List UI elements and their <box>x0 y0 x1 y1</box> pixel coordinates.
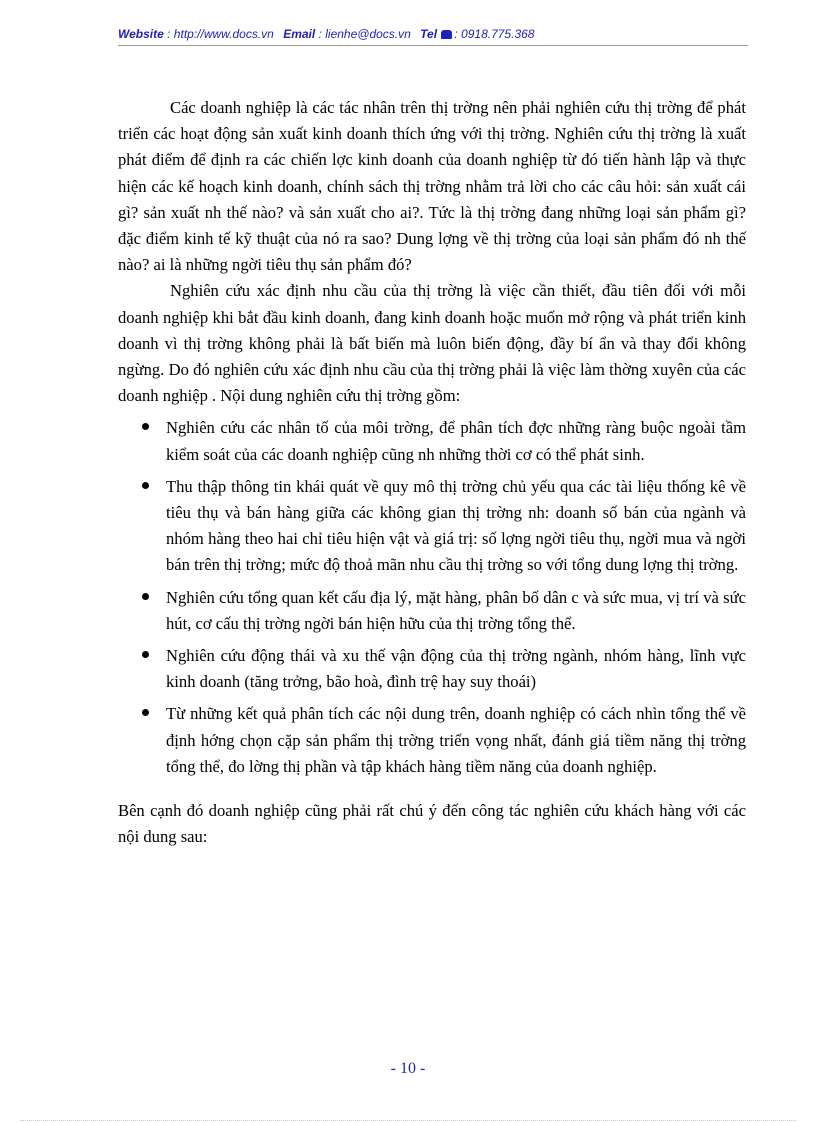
document-body <box>118 95 746 850</box>
page-bottom-divider <box>20 1120 796 1121</box>
bullet-icon <box>142 593 149 600</box>
email-address[interactable]: : lienhe@docs.vn <box>318 27 411 41</box>
list-item <box>118 415 746 467</box>
bullet-icon <box>142 423 149 430</box>
website-label: Website <box>118 27 164 41</box>
page-number: - 10 - <box>390 1060 426 1077</box>
bullet-list <box>118 415 746 780</box>
phone-icon <box>441 30 452 39</box>
paragraph-2: Nghiên cứu xác định nhu cầu của thị trờng là việc cần thiết, đầu tiên đối với mỗi doanh nghiệp khi bắt đầu kinh doanh, đang kinh doanh hoặc muốn mở rộng và phát triển kinh doanh vì thị trờng không phải là bất biến mà luôn biến động, đầy bí ẩn và thay đổi không ngừng. Do đó nghiên cứu xác định nhu cầu của thị trờng phải là việc làm thờng xuyên của các doanh nghiệp . Nội dung nghiên cứu thị trờng gồm: <box>118 281 746 406</box>
bullet-icon <box>142 651 149 658</box>
list-item-text: Nghiên cứu động thái và xu thế vận động của thị trờng ngành, nhóm hàng, lĩnh vực kinh doanh (tăng trởng, bão hoà, đình trệ hay suy thoái) <box>166 646 746 692</box>
list-item <box>118 585 746 637</box>
list-item-text: Nghiên cứu tổng quan kết cấu địa lý, mặt hàng, phân bố dân c và sức mua, vị trí và sức hút, cơ cấu thị trờng ngời bán hiện hữu của thị trờng tổng thể. <box>166 587 746 633</box>
list-item <box>118 474 746 579</box>
closing-paragraph: Bên cạnh đó doanh nghiệp cũng phải rất chú ý đến công tác nghiên cứu khách hàng với các nội dung sau: <box>118 801 746 847</box>
page-header <box>118 27 748 41</box>
tel-number: : 0918.775.368 <box>454 27 535 41</box>
list-item-text: Từ những kết quả phân tích các nội dung trên, doanh nghiệp có cách nhìn tổng thể về định hớng chọn cặp sản phẩm thị trờng triển vọng nhất, đánh giá tiềm năng thị trờng tổng thể, đo lờng thị phần và tập khách hàng tiềm năng của doanh nghiệp. <box>166 704 746 776</box>
paragraph-1: Các doanh nghiệp là các tác nhân trên thị trờng nên phải nghiên cứu thị trờng để phát triển các hoạt động sản xuất kinh doanh thích ứng với thị trờng. Nghiên cứu thị trờng là xuất phát điểm để định ra các chiến lợc kinh doanh của doanh nghiệp từ đó tiến hành lập và thực hiện các kế hoạch kinh doanh, chính sách thị trờng nhằm trả lời cho các câu hỏi: sản xuất cái gì? sản xuất nh thế nào? và sản xuất cho ai?. Tức là thị trờng đang những loại sản phẩm gì? đặc điểm kinh tế kỹ thuật của nó ra sao? Dung lợng về thị trờng của loại sản phẩm đó nh thế nào? ai là những ngời tiêu thụ sản phẩm đó? <box>118 98 746 275</box>
list-item-text: Nghiên cứu các nhân tố của môi trờng, để phân tích đợc những ràng buộc ngoài tầm kiểm soát của các doanh nghiệp cũng nh những thời cơ có thể phát sinh. <box>166 418 746 464</box>
email-label: Email <box>283 27 316 41</box>
bullet-icon <box>142 709 149 716</box>
list-item <box>118 701 746 780</box>
bullet-icon <box>142 482 149 489</box>
list-item <box>118 643 746 695</box>
header-divider <box>118 45 748 46</box>
list-item-text: Thu thập thông tin khái quát về quy mô thị trờng chủ yếu qua các tài liệu thống kê về tiêu thụ và bán hàng giữa các không gian thị trờng nh: doanh số bán của ngành và nhóm hàng theo hai chỉ tiêu hiện vật và giá trị: số lợng ngời tiêu thụ, ngời mua và ngời bán trên thị trờng; mức độ thoả mãn nhu cầu thị trờng so với tổng dung lợng thị trờng. <box>166 476 746 575</box>
tel-label: Tel <box>420 27 438 41</box>
website-url[interactable]: : http://www.docs.vn <box>167 27 274 41</box>
